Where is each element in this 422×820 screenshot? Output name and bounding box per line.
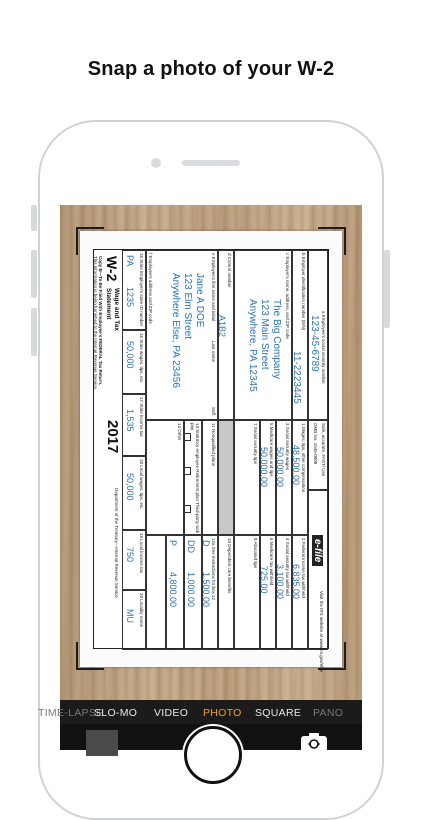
box-1-value: 48,500.00	[291, 445, 301, 486]
box-f-label: f Employee's address and ZIP code	[148, 253, 153, 324]
box-b	[292, 250, 308, 420]
box-7	[234, 420, 260, 535]
box-12a	[202, 535, 218, 650]
employer-name: The Big Company	[271, 299, 282, 380]
box-20-label: 20 Locality name	[139, 593, 144, 628]
copy-line-2: This information is being furnished to the Internal Revenue Service.	[93, 256, 98, 391]
box-3-label: 3 Social security wages	[285, 423, 290, 471]
box-2-value: 6,835.00	[291, 564, 301, 600]
employee-name: Jane A DOE	[194, 273, 205, 328]
mode-square[interactable]: SQUARE	[255, 707, 302, 719]
box-12a-code: D	[201, 540, 211, 547]
copy-line-1: Copy B—To Be Filed With Employee's FEDERAL Tax Return.	[98, 256, 103, 386]
box-12c	[166, 535, 184, 650]
sickpay-checkbox	[183, 505, 191, 513]
box-a	[308, 250, 328, 420]
box-3	[276, 420, 292, 535]
box-5	[260, 420, 276, 535]
form-title-1: Wage and Tax	[113, 288, 120, 331]
statutory-checkbox	[183, 433, 191, 441]
form-title-2: Statement	[105, 288, 112, 320]
camera-controls	[60, 724, 362, 750]
phone-volume-down	[31, 308, 37, 356]
box-8	[234, 535, 260, 650]
box-17	[122, 394, 146, 456]
frame-corner-top-left	[76, 227, 104, 255]
box-12c-value: 4,800.00	[168, 572, 178, 608]
document-paper	[80, 231, 342, 672]
box-17-value: 1,535	[125, 409, 135, 432]
safe-label: Safe, accurate, FAST! Use	[321, 423, 326, 477]
box-e-label: e Employee's first name and initial	[211, 253, 216, 322]
box-c-label: c Employer's name, address, and ZIP code	[285, 253, 290, 339]
efile-logo: e-file	[312, 535, 323, 566]
box-12-label: 12a See instructions for box 12	[211, 538, 216, 601]
box-14-label: 14 Other	[177, 423, 182, 441]
box-17-label: 17 State income tax	[139, 397, 144, 437]
box-15	[122, 250, 146, 330]
box-4	[276, 535, 292, 650]
box-1-label: 1 Wages, tips, other compensation	[301, 423, 306, 493]
retirement-checkbox	[183, 467, 191, 475]
form-name: W-2	[104, 256, 120, 282]
box-e	[146, 250, 218, 420]
control-number: A1B2	[217, 315, 227, 338]
flip-camera-icon[interactable]	[300, 732, 328, 752]
phone-power-button	[384, 250, 390, 328]
box-12b-code: DD	[186, 540, 196, 553]
box-10-label: 10 Dependent care benefits	[227, 538, 232, 594]
box-16-label: 16 State wages, tips, etc.	[139, 333, 144, 384]
mode-video[interactable]: VIDEO	[154, 707, 189, 719]
box-13	[184, 420, 202, 535]
employee-city: Anywhere Else, PA 23456	[170, 273, 181, 388]
box-5-label: 5 Medicare wages and tips	[269, 423, 274, 477]
mode-time-lapse[interactable]: TIME-LAPSE	[38, 707, 104, 719]
box-16	[122, 330, 146, 394]
box-3-value: 50,000.00	[275, 447, 285, 488]
tax-year: 2017	[104, 420, 121, 454]
frame-corner-bottom-right	[318, 642, 346, 670]
ein-value: 11-2223445	[291, 351, 302, 404]
box-6-value: 725.00	[259, 566, 269, 594]
employee-street: 123 Elm Street	[182, 273, 193, 340]
box-18-label: 18 Local wages, tips, etc.	[139, 459, 144, 510]
box-8-label: 8 Allocated tips	[253, 538, 258, 569]
box-10	[218, 535, 234, 650]
box-12d	[146, 535, 166, 650]
box-4-label: 4 Social security tax withheld	[285, 538, 290, 596]
box-13-label: 13 Statutory employee Retirement plan Third-party sick pay	[190, 423, 200, 533]
box-2-label: 2 Federal income tax withheld	[301, 538, 306, 598]
box-12b-value: 1,000.00	[186, 572, 196, 608]
box-20	[122, 590, 146, 650]
box-12b	[184, 535, 202, 650]
camera-viewfinder	[60, 205, 362, 700]
box-19	[122, 530, 146, 590]
box-6	[260, 535, 276, 650]
last-photo-thumbnail[interactable]	[86, 730, 118, 756]
box-20-value: MU	[125, 609, 135, 623]
box-7-label: 7 Social security tips	[253, 423, 258, 465]
mode-pano[interactable]: PANO	[313, 707, 344, 719]
box-d-label: d Control number	[227, 253, 232, 288]
state-value: PA	[125, 255, 135, 267]
ssn-value: 123-45-6789	[309, 315, 320, 372]
box-2	[292, 535, 308, 650]
box-c	[234, 250, 292, 420]
box-16-value: 50,000	[125, 341, 135, 369]
box-18-value: 50,000	[125, 473, 135, 501]
front-camera	[151, 158, 161, 168]
camera-mode-bar	[38, 700, 362, 724]
box-1	[292, 420, 308, 535]
frame-corner-bottom-left	[76, 642, 104, 670]
box-11-label: 11 Nonqualified plans	[211, 423, 216, 466]
mode-photo[interactable]: PHOTO	[203, 707, 242, 719]
state-id-value: 1235	[125, 287, 135, 308]
box-15-label: 15 State Employer's state ID number	[139, 253, 144, 327]
frame-corner-top-right	[318, 227, 346, 255]
phone-speaker	[182, 160, 240, 166]
box-11	[202, 420, 218, 535]
camera-screen	[38, 205, 362, 750]
phone-volume-up	[31, 250, 37, 298]
box-6-label: 6 Medicare tax withheld	[269, 538, 274, 586]
box-12a-value: 1,500.00	[201, 572, 211, 608]
box-4-value: 3,100.00	[275, 564, 285, 600]
department-note: Department of the Treasury—Internal Revenue Service	[114, 488, 119, 598]
box-b-label: b Employer identification number (EIN)	[301, 253, 306, 331]
box-18	[122, 456, 146, 530]
box-5-value: 50,000.00	[259, 447, 269, 488]
omb-cell	[308, 420, 328, 490]
box-d	[218, 250, 234, 420]
box-a-label: a Employee's social security number	[321, 311, 326, 384]
w2-form	[93, 249, 329, 672]
last-name-label: Last name	[211, 341, 216, 363]
box-9	[218, 420, 234, 535]
box-12c-code: P	[168, 540, 178, 547]
headline: Snap a photo of your W-2	[87, 58, 335, 80]
shutter-button[interactable]	[184, 726, 242, 784]
omb-number: OMB No. 1545-0008	[313, 423, 318, 465]
efile-cell	[308, 490, 328, 672]
irs-note: Visit the IRS website at www.irs.gov/efile	[319, 591, 324, 672]
employer-city: Anywhere, PA 12345	[247, 299, 258, 392]
employer-street: 123 Main Street	[259, 299, 270, 370]
suffix-label: Suff.	[211, 407, 216, 417]
phone-mute-switch	[31, 205, 37, 231]
mode-slo-mo[interactable]: SLO-MO	[94, 707, 138, 719]
box-19-label: 19 Local income tax	[139, 533, 144, 574]
box-19-value: 750	[125, 547, 135, 563]
box-14	[146, 420, 184, 535]
